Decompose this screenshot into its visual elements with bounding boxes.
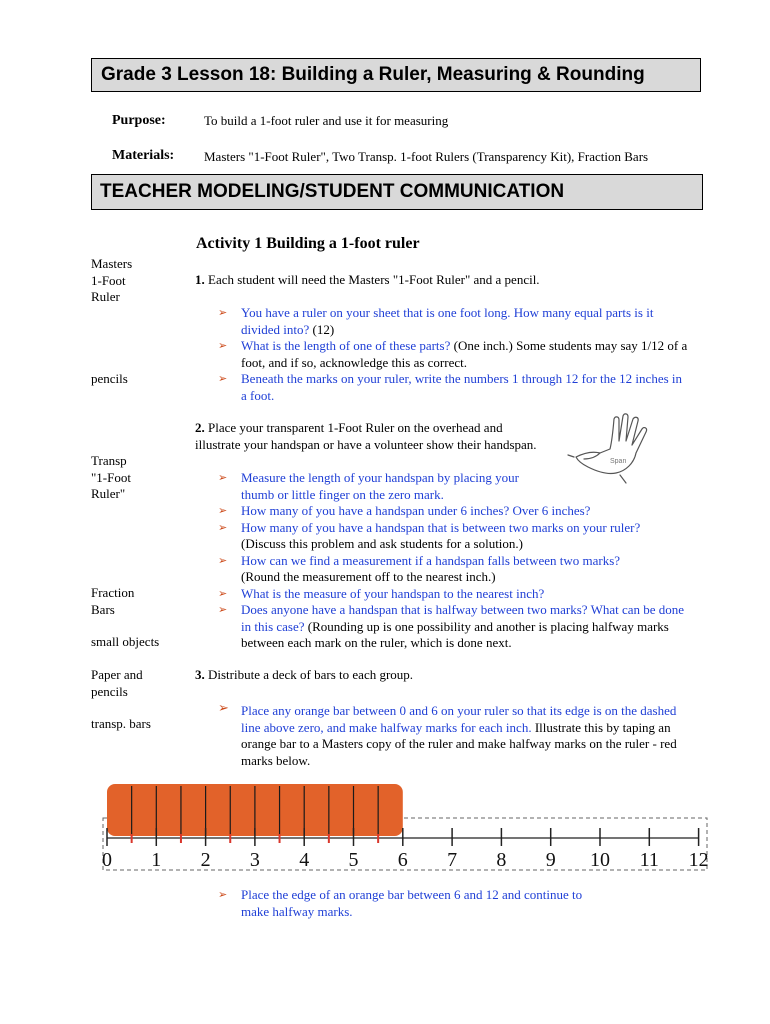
- step2-instruction: 2. Place your transparent 1-Foot Ruler on the overhead and illustrate your handspan or have a volunteer show their handspan.: [195, 420, 537, 452]
- inch-label: 9: [545, 849, 556, 871]
- step1-bullets: [218, 305, 688, 404]
- sidebar-transp-bars: transp. bars: [91, 716, 151, 731]
- inch-label: 2: [200, 849, 211, 871]
- arrow-bullet-icon: ➢: [218, 586, 228, 600]
- step2-bullet-2: ➢ How many of you have a handspan under 6 inches? Over 6 inches?: [218, 503, 591, 518]
- step3-bullets-2: [218, 887, 688, 920]
- arrow-bullet-icon: ➢: [218, 372, 228, 385]
- arrow-bullet-icon: ➢: [218, 306, 228, 319]
- inch-label: 4: [299, 849, 310, 871]
- step3-instruction: 3. Distribute a deck of bars to each group.: [195, 667, 414, 682]
- sidebar-masters: Masters 1-Foot Ruler: [91, 256, 133, 304]
- sidebar-pencils: pencils: [91, 371, 128, 386]
- lesson-title: Grade 3 Lesson 18: Building a Ruler, Measuring & Rounding: [101, 64, 645, 85]
- arrow-bullet-icon: ➢: [218, 339, 228, 352]
- section-header-box: [91, 174, 703, 210]
- arrow-bullet-icon: ➢: [218, 701, 229, 716]
- inch-label: 5: [348, 849, 359, 871]
- lesson-title-box: [91, 58, 701, 92]
- inch-label: 0: [102, 849, 112, 871]
- hand-span-label: Span: [610, 458, 627, 465]
- inch-label: 6: [397, 849, 408, 871]
- step2-bullet-4: ➢ How can we find a measurement if a handspan falls between two marks? (Round the measurement off to the nearest inch.): [218, 552, 621, 584]
- inch-label: 1: [151, 849, 162, 871]
- step1-bullet-1: ➢ You have a ruler on your sheet that is one foot long. How many equal parts is it divided into? (12): [218, 305, 654, 337]
- inch-label: 10: [590, 849, 610, 871]
- materials-text: Masters "1-Foot Ruler", Two Transp. 1-foot Rulers (Transparency Kit), Fraction Bars: [204, 149, 649, 164]
- sidebar-fraction-bars: Fraction Bars: [91, 585, 135, 617]
- sidebar-small-objects: small objects: [91, 634, 160, 649]
- arrow-bullet-icon: ➢: [218, 553, 228, 567]
- activity-title: Activity 1 Building a 1-foot ruler: [196, 235, 420, 252]
- step1-bullet-3: ➢ Beneath the marks on your ruler, write the numbers 1 through 12 for the 12 inches in a foot.: [218, 371, 683, 403]
- step2-bullet-1: ➢ Measure the length of your handspan by placing your thumb or little finger on the zero mark.: [218, 470, 519, 502]
- sidebar-transp: Transp "1-Foot Ruler": [91, 453, 131, 501]
- arrow-bullet-icon: ➢: [218, 603, 228, 616]
- step2-bullet-5: ➢ What is the measure of your handspan to the nearest inch?: [218, 585, 545, 601]
- materials-label: Materials:: [112, 148, 175, 163]
- section-title: TEACHER MODELING/STUDENT COMMUNICATION: [100, 181, 565, 202]
- ruler-illustration: [100, 778, 710, 878]
- step3-bullets: [218, 703, 688, 769]
- inch-label: 8: [496, 849, 507, 871]
- inch-label: 3: [249, 849, 260, 871]
- arrow-bullet-icon: ➢: [218, 520, 228, 534]
- inch-label: 12: [688, 849, 709, 871]
- inch-label: 11: [639, 849, 659, 871]
- inch-label: 7: [447, 849, 458, 871]
- step2-bullet-6: ➢ Does anyone have a handspan that is halfway between two marks? What can be done in this case? (Rounding up is one possibility and another is placing halfway marks between each mark on the ruler, which is done next.: [218, 602, 685, 650]
- step1-instruction: 1. Each student will need the Masters "1-Foot Ruler" and a pencil.: [195, 272, 540, 287]
- purpose-label: Purpose:: [112, 113, 166, 128]
- arrow-bullet-icon: ➢: [218, 471, 228, 484]
- step3-bullet-1: ➢ Place any orange bar between 0 and 6 on your ruler so that its edge is on the dashed line above zero, and make halfway marks for each inch. Illustrate this by taping an orange bar to a Masters copy of the ruler and make halfway marks on the ruler - red marks below.: [218, 701, 677, 768]
- step3-bullet-2: ➢ Place the edge of an orange bar between 6 and 12 and continue to make halfway marks.: [218, 887, 583, 919]
- arrow-bullet-icon: ➢: [218, 504, 228, 517]
- step2-bullet-3: ➢ How many of you have a handspan that is between two marks on your ruler? (Discuss this problem and ask students for a solution.): [218, 519, 641, 551]
- purpose-text: To build a 1-foot ruler and use it for measuring: [204, 113, 449, 128]
- step2-bullets: [218, 470, 688, 652]
- arrow-bullet-icon: ➢: [218, 888, 228, 901]
- step1-bullet-2: ➢ What is the length of one of these parts? (One inch.) Some students may say 1/12 of a foot, and if so, acknowledge this as correct.: [218, 338, 688, 370]
- sidebar-paper-pencils: Paper and pencils: [91, 667, 143, 699]
